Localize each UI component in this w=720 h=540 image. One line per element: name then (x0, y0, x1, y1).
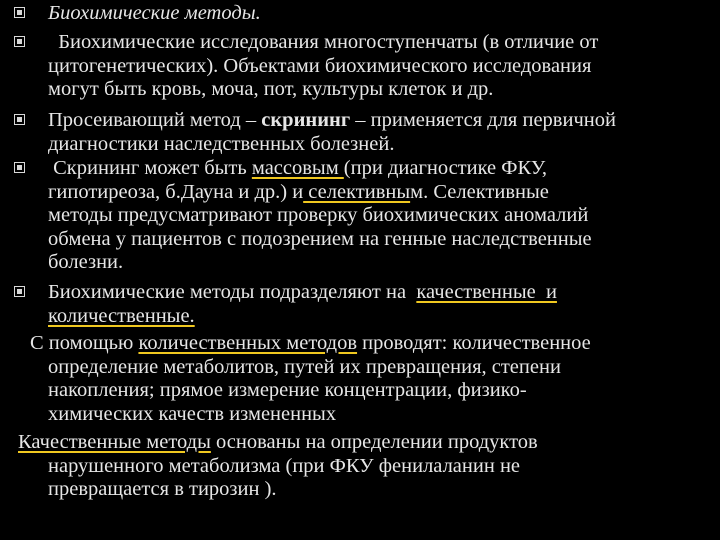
text-line (48, 157, 547, 181)
text-line: Биохимические исследования многоступенчаты (в отличие от (48, 31, 599, 53)
qualitative-quantitative-link[interactable]: качественные и (416, 281, 557, 303)
text-fragment: Биохимические методы подразделяют на (48, 281, 417, 303)
square-bullet-icon (14, 162, 25, 173)
bullet-paragraph-1 (0, 2, 700, 26)
text-line: химических качеств измененных (48, 402, 337, 425)
paragraph-qualitative-methods (0, 431, 700, 502)
text-line: нарушенного метаболизма (при ФКУ фенилаланин не (48, 454, 521, 477)
text-line: цитогенетических). Объектами биохимического исследования (48, 54, 592, 77)
text-fragment: Скрининг может быть (48, 157, 252, 179)
bullet-paragraph-5 (0, 281, 700, 328)
text-line (48, 181, 549, 205)
quantitative-methods-link[interactable]: количественных методов (138, 332, 358, 354)
selective-screening-link[interactable]: селективны (303, 180, 411, 203)
text-line: превращается в тирозин ). (48, 478, 277, 500)
text-fragment: (при диагностике ФКУ, (343, 157, 548, 179)
qualitative-methods-link[interactable]: Качественные методы (18, 431, 211, 453)
text-fragment: – применяется для первичной (350, 109, 616, 131)
square-bullet-icon (14, 286, 25, 297)
bullet-paragraph-4 (0, 157, 700, 275)
bullet-paragraph-2 (0, 31, 700, 102)
text-line (30, 332, 591, 356)
text-fragment: основаны на определении продуктов (210, 431, 538, 453)
text-line: обмена у пациентов с подозрением на генные наследственные (48, 227, 592, 250)
text-fragment: м. Селективные (410, 180, 549, 203)
text-line: определение метаболитов, путей их превращения, степени (48, 355, 561, 378)
text-fragment: проводят: количественное (357, 332, 591, 354)
slide-heading: Биохимические методы. (48, 2, 261, 24)
text-line (48, 281, 557, 305)
mass-screening-link[interactable]: массовым (251, 157, 344, 179)
text-fragment: Просеивающий метод – (48, 109, 262, 131)
text-line: накопления; прямое измерение концентрации, физико- (48, 379, 527, 401)
text-line (48, 109, 616, 133)
text-line: болезни. (48, 251, 124, 273)
text-line: диагностики наследственных болезней. (48, 132, 395, 155)
square-bullet-icon (14, 114, 25, 125)
screening-term: скрининг (261, 109, 351, 131)
text-fragment: С помощью (30, 332, 139, 354)
square-bullet-icon (14, 7, 25, 18)
text-line: методы предусматривают проверку биохимических аномалий (48, 204, 589, 226)
text-line (18, 431, 538, 455)
text-line: могут быть кровь, моча, пот, культуры клеток и др. (48, 78, 494, 100)
text-fragment: гипотиреоза, б.Дауна и др.) и (48, 180, 304, 203)
paragraph-quantitative-methods (0, 332, 700, 426)
bullet-paragraph-3 (0, 109, 700, 156)
square-bullet-icon (14, 36, 25, 47)
quantitative-link[interactable]: количественные. (48, 304, 195, 327)
